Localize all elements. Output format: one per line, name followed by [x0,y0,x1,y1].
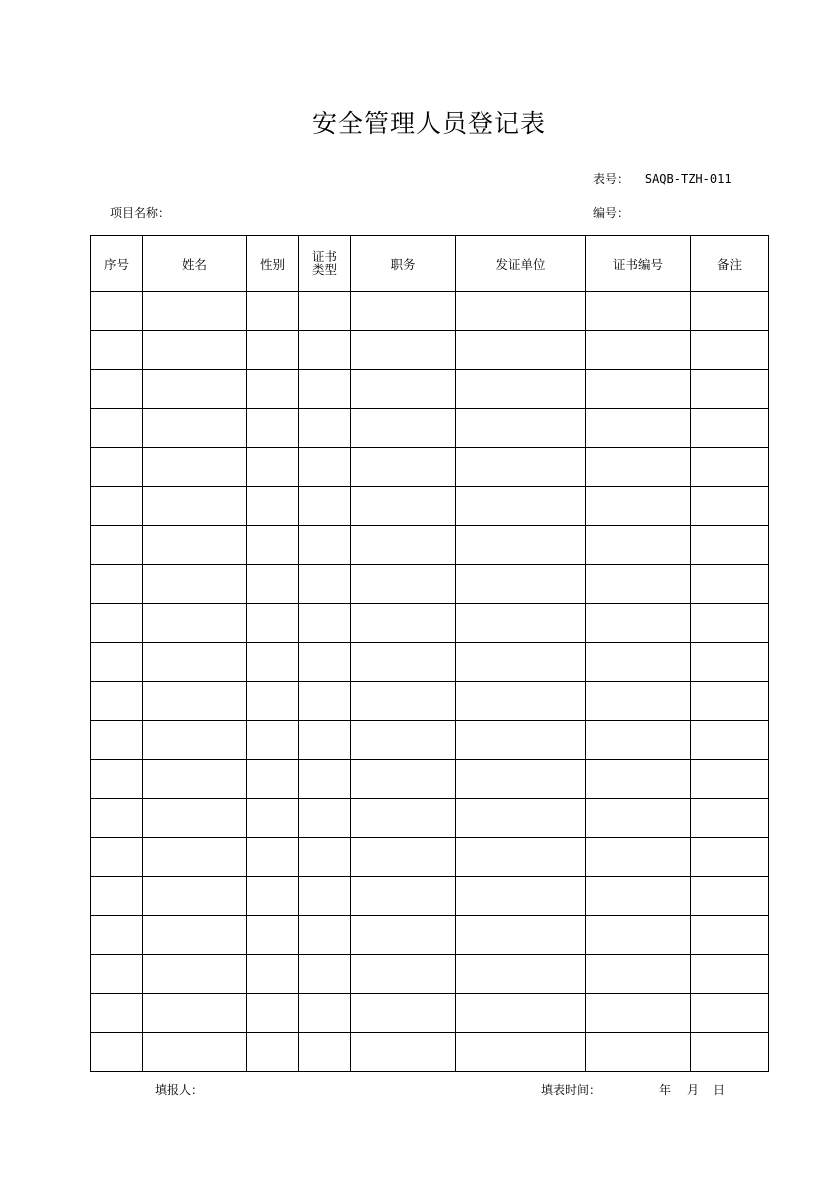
cell-cert-type[interactable] [299,292,351,331]
table-row [91,799,769,838]
cell-position[interactable] [351,877,456,916]
cell-seq[interactable] [91,955,143,994]
cell-seq[interactable] [91,331,143,370]
table-row [91,838,769,877]
cell-seq[interactable] [91,760,143,799]
table-row [91,877,769,916]
cell-cert-type[interactable] [299,409,351,448]
cell-name[interactable] [143,643,247,682]
table-row [91,565,769,604]
cell-remarks[interactable] [691,838,769,877]
cell-name[interactable] [143,409,247,448]
cell-name[interactable] [143,331,247,370]
cell-name[interactable] [143,994,247,1033]
cell-name[interactable] [143,877,247,916]
table-row [91,409,769,448]
cell-seq[interactable] [91,526,143,565]
cell-remarks[interactable] [691,721,769,760]
cell-remarks[interactable] [691,877,769,916]
cell-seq[interactable] [91,838,143,877]
cell-cert-number[interactable] [586,331,691,370]
cell-issuer[interactable] [456,955,586,994]
registration-table [90,235,769,1072]
cell-cert-number[interactable] [586,721,691,760]
cell-cert-type[interactable] [299,994,351,1033]
table-row [91,487,769,526]
date-month-label: 月 [687,1083,700,1097]
cell-name[interactable] [143,526,247,565]
table-row [91,643,769,682]
cell-seq[interactable] [91,682,143,721]
cell-position[interactable] [351,643,456,682]
cell-position[interactable] [351,682,456,721]
cell-remarks[interactable] [691,526,769,565]
cell-cert-type[interactable] [299,487,351,526]
cell-gender[interactable] [247,526,299,565]
cell-seq[interactable] [91,721,143,760]
cell-remarks[interactable] [691,565,769,604]
cell-cert-number[interactable] [586,955,691,994]
reporter-label: 填报人： [155,1083,204,1097]
header-cert-type [299,236,351,292]
cell-gender[interactable] [247,682,299,721]
cell-position[interactable] [351,604,456,643]
cell-issuer[interactable] [456,604,586,643]
cell-issuer[interactable] [456,526,586,565]
cell-remarks[interactable] [691,331,769,370]
cell-issuer[interactable] [456,487,586,526]
form-number-value: SAQB-TZH-011 [644,172,732,186]
cell-issuer[interactable] [456,877,586,916]
header-issuer: 发证单位 [456,236,586,292]
cell-gender[interactable] [247,487,299,526]
cell-gender[interactable] [247,877,299,916]
cell-remarks[interactable] [691,1033,769,1072]
cell-cert-number[interactable] [586,292,691,331]
date-day-label: 日 [713,1083,726,1097]
cell-name[interactable] [143,682,247,721]
table-row [91,604,769,643]
cell-position[interactable] [351,370,456,409]
cell-seq[interactable] [91,799,143,838]
cell-issuer[interactable] [456,799,586,838]
cell-position[interactable] [351,292,456,331]
cell-cert-number[interactable] [586,604,691,643]
table-row [91,916,769,955]
cell-gender[interactable] [247,409,299,448]
cell-name[interactable] [143,838,247,877]
cell-cert-number[interactable] [586,487,691,526]
cell-name[interactable] [143,721,247,760]
cell-position[interactable] [351,955,456,994]
cell-seq[interactable] [91,916,143,955]
cell-position[interactable] [351,916,456,955]
cell-issuer[interactable] [456,682,586,721]
cell-seq[interactable] [91,604,143,643]
header-cert-number: 证书编号 [586,236,691,292]
cell-gender[interactable] [247,994,299,1033]
cell-name[interactable] [143,799,247,838]
cell-position[interactable] [351,799,456,838]
cell-cert-type[interactable] [299,877,351,916]
cell-seq[interactable] [91,877,143,916]
cell-seq[interactable] [91,292,143,331]
cell-gender[interactable] [247,565,299,604]
cell-remarks[interactable] [691,799,769,838]
cell-remarks[interactable] [691,643,769,682]
cell-name[interactable] [143,370,247,409]
cell-cert-number[interactable] [586,799,691,838]
cell-issuer[interactable] [456,916,586,955]
cell-gender[interactable] [247,916,299,955]
fill-time-label: 填表时间： [541,1083,602,1097]
cell-cert-number[interactable] [586,760,691,799]
form-number-line [593,170,732,187]
cell-seq[interactable] [91,1033,143,1072]
table-row [91,721,769,760]
cell-issuer[interactable] [456,448,586,487]
cell-cert-number[interactable] [586,1033,691,1072]
table-row [91,292,769,331]
header-cert-type-line2: 类型 [311,262,337,277]
table-row [91,760,769,799]
cell-cert-type[interactable] [299,643,351,682]
cell-remarks[interactable] [691,487,769,526]
cell-gender[interactable] [247,370,299,409]
table-row [91,331,769,370]
project-name-label: 项目名称： [110,206,171,220]
cell-position[interactable] [351,448,456,487]
cell-remarks[interactable] [691,604,769,643]
cell-position[interactable] [351,838,456,877]
cell-cert-number[interactable] [586,682,691,721]
header-cert-type-line1: 证书 [311,249,337,264]
cell-issuer[interactable] [456,838,586,877]
cell-remarks[interactable] [691,409,769,448]
cell-position[interactable] [351,760,456,799]
table-row [91,994,769,1033]
cell-cert-number[interactable] [586,877,691,916]
header-position: 职务 [351,236,456,292]
cell-issuer[interactable] [456,409,586,448]
cell-remarks[interactable] [691,292,769,331]
cell-cert-type[interactable] [299,448,351,487]
cell-position[interactable] [351,331,456,370]
cell-cert-type[interactable] [299,916,351,955]
cell-cert-type[interactable] [299,838,351,877]
cell-name[interactable] [143,565,247,604]
cell-name[interactable] [143,1033,247,1072]
cell-cert-type[interactable] [299,721,351,760]
cell-cert-number[interactable] [586,370,691,409]
header-remarks: 备注 [691,236,769,292]
cell-seq[interactable] [91,643,143,682]
cell-name[interactable] [143,604,247,643]
cell-gender[interactable] [247,448,299,487]
cell-seq[interactable] [91,487,143,526]
table-row [91,682,769,721]
cell-gender[interactable] [247,838,299,877]
cell-position[interactable] [351,721,456,760]
table-row [91,955,769,994]
cell-issuer[interactable] [456,292,586,331]
cell-issuer[interactable] [456,370,586,409]
cell-remarks[interactable] [691,448,769,487]
cell-issuer[interactable] [456,331,586,370]
cell-cert-type[interactable] [299,331,351,370]
cell-cert-type[interactable] [299,370,351,409]
cell-issuer[interactable] [456,643,586,682]
header-gender: 性别 [247,236,299,292]
cell-cert-type[interactable] [299,565,351,604]
cell-gender[interactable] [247,760,299,799]
cell-cert-number[interactable] [586,994,691,1033]
cell-position[interactable] [351,487,456,526]
cell-cert-number[interactable] [586,916,691,955]
cell-cert-number[interactable] [586,448,691,487]
cell-cert-type[interactable] [299,526,351,565]
cell-remarks[interactable] [691,916,769,955]
cell-cert-type[interactable] [299,799,351,838]
cell-cert-number[interactable] [586,643,691,682]
cell-position[interactable] [351,994,456,1033]
cell-issuer[interactable] [456,1033,586,1072]
cell-seq[interactable] [91,994,143,1033]
date-year-label: 年 [659,1083,672,1097]
table-row [91,370,769,409]
cell-cert-number[interactable] [586,838,691,877]
cell-cert-number[interactable] [586,526,691,565]
cell-gender[interactable] [247,721,299,760]
cell-name[interactable] [143,760,247,799]
cell-name[interactable] [143,955,247,994]
cell-gender[interactable] [247,955,299,994]
cell-issuer[interactable] [456,994,586,1033]
cell-issuer[interactable] [456,565,586,604]
cell-remarks[interactable] [691,370,769,409]
cell-remarks[interactable] [691,760,769,799]
cell-issuer[interactable] [456,721,586,760]
cell-position[interactable] [351,1033,456,1072]
table-header-row [91,236,769,292]
table-row [91,1033,769,1072]
cell-seq[interactable] [91,448,143,487]
cell-remarks[interactable] [691,955,769,994]
cell-position[interactable] [351,565,456,604]
cell-cert-number[interactable] [586,409,691,448]
header-name: 姓名 [143,236,247,292]
cell-name[interactable] [143,916,247,955]
cell-cert-type[interactable] [299,955,351,994]
form-title: 安全管理人员登记表 [311,109,546,138]
form-number-label: 表号： [593,172,630,186]
cell-seq[interactable] [91,565,143,604]
cell-issuer[interactable] [456,760,586,799]
cell-cert-type[interactable] [299,760,351,799]
cell-cert-type[interactable] [299,604,351,643]
cell-position[interactable] [351,526,456,565]
cell-gender[interactable] [247,799,299,838]
cell-gender[interactable] [247,1033,299,1072]
table-row [91,526,769,565]
cell-position[interactable] [351,409,456,448]
cell-cert-number[interactable] [586,565,691,604]
cell-gender[interactable] [247,292,299,331]
cell-remarks[interactable] [691,994,769,1033]
cell-name[interactable] [143,448,247,487]
table-row [91,448,769,487]
table-body [91,292,769,1072]
cell-gender[interactable] [247,331,299,370]
header-seq: 序号 [91,236,143,292]
cell-seq[interactable] [91,370,143,409]
serial-number-label: 编号： [593,206,630,220]
cell-cert-type[interactable] [299,682,351,721]
cell-gender[interactable] [247,643,299,682]
cell-gender[interactable] [247,604,299,643]
cell-cert-type[interactable] [299,1033,351,1072]
cell-name[interactable] [143,487,247,526]
cell-name[interactable] [143,292,247,331]
cell-remarks[interactable] [691,682,769,721]
cell-seq[interactable] [91,409,143,448]
